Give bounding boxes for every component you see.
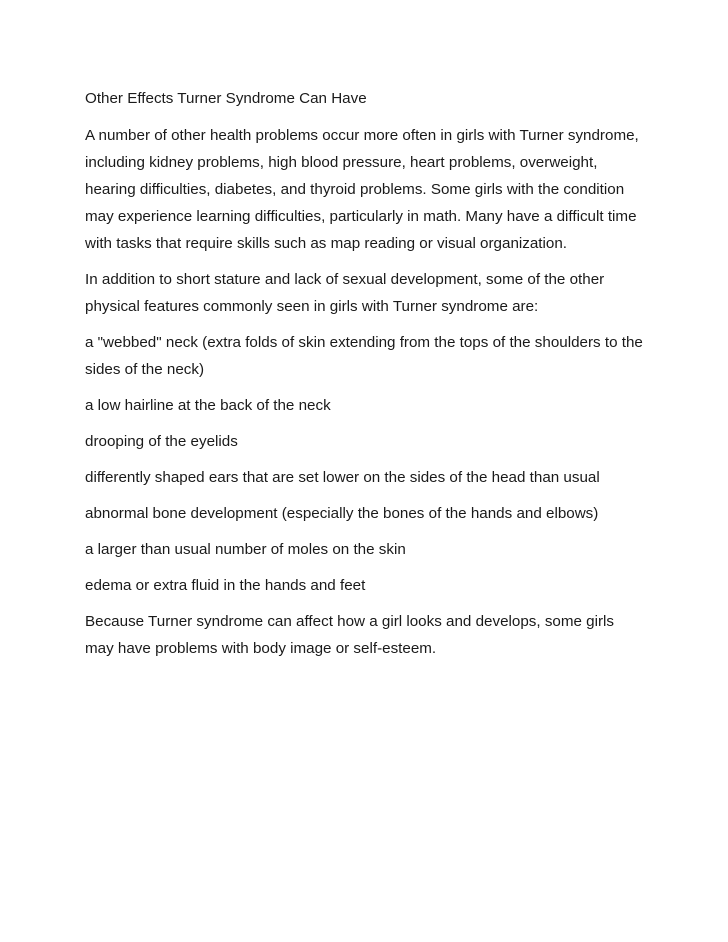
feature-edema: edema or extra fluid in the hands and feet xyxy=(85,577,366,594)
paragraph-body-image: Because Turner syndrome can affect how a girl looks and develops, some girls may have problems with body image or self-esteem. xyxy=(85,613,615,657)
feature-moles: a larger than usual number of moles on the skin xyxy=(85,541,406,558)
paragraph-health-problems: A number of other health problems occur more often in girls with Turner syndrome, including kidney problems, high blood pressure, heart problems, overweight, hearing difficulties, diabetes, and thyroid problems. Some girls with the condition may experience learning difficulties, particularly in math. Many have a difficult time with tasks that require skills such as map reading or visual organization. xyxy=(85,127,639,252)
feature-low-set-ears: differently shaped ears that are set lower on the sides of the head than usual xyxy=(85,469,600,486)
section-heading: Other Effects Turner Syndrome Can Have xyxy=(85,90,367,107)
feature-abnormal-bone-development: abnormal bone development (especially the bones of the hands and elbows) xyxy=(85,505,599,522)
document-body xyxy=(85,85,645,671)
feature-webbed-neck: a "webbed" neck (extra folds of skin extending from the tops of the shoulders to the sides of the neck) xyxy=(85,334,643,378)
paragraph-physical-features-intro: In addition to short stature and lack of sexual development, some of the other physical features commonly seen in girls with Turner syndrome are: xyxy=(85,271,605,315)
feature-low-hairline: a low hairline at the back of the neck xyxy=(85,397,331,414)
feature-drooping-eyelids: drooping of the eyelids xyxy=(85,433,238,450)
